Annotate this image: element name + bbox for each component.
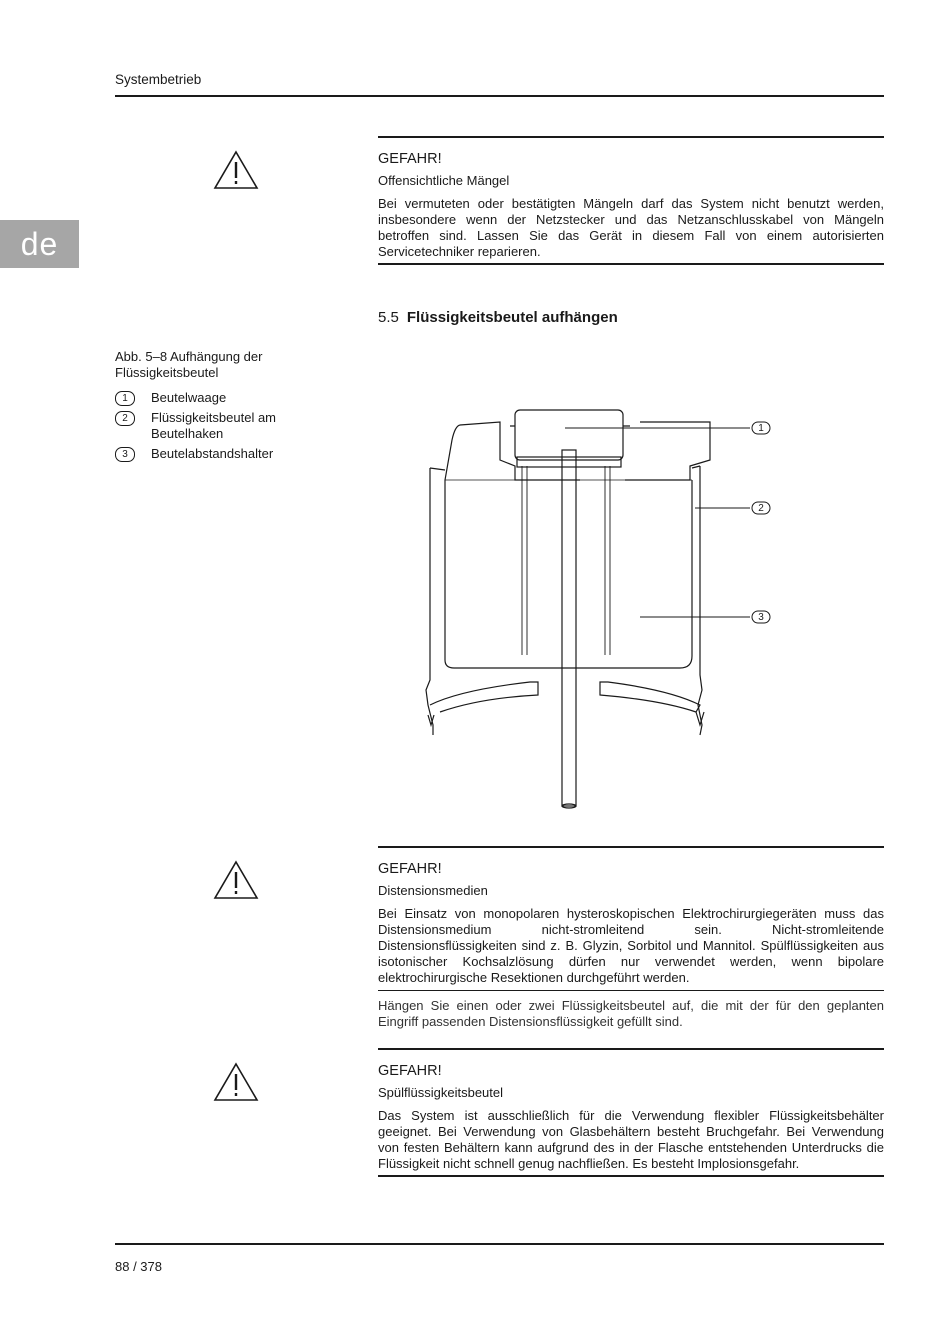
- legend-item: [115, 390, 365, 406]
- warning-bottom-rule: [378, 263, 884, 265]
- instruction-text: Hängen Sie einen oder zwei Flüssigkeitsbeutel auf, die mit der für den geplanten Eingriff passenden Distensionsflüssigkeit gefüllt sind.: [378, 998, 884, 1029]
- legend-item: [115, 410, 365, 442]
- legend-label: Beutelabstandshalter: [151, 446, 274, 461]
- warning-subtitle: Distensionsmedien: [378, 883, 488, 898]
- warning-body: Das System ist ausschließlich für die Verwendung flexibler Flüssigkeitsbehälter geeignet. Bei Verwendung von Glasbehältern besteht Bruchgefahr. Bei Verwendung von festen Behältern kann aufgrund des in der Flasche entstehenden Unterdrucks die Flüssigkeit nicht schnell genug nachfließen. Es besteht Implosionsgefahr.: [378, 1108, 884, 1171]
- legend-item: [115, 446, 365, 462]
- bag-hanger-illustration: [400, 400, 800, 812]
- warning-box: [378, 137, 884, 260]
- warning-bottom-rule: [378, 1175, 884, 1177]
- page-number: 88 / 378: [115, 1259, 162, 1274]
- callout-3-label: 3: [758, 612, 764, 623]
- section-title: Flüssigkeitsbeutel aufhängen: [406, 309, 618, 326]
- warning-icon: [213, 150, 259, 190]
- figure-caption: Abb. 5–8 Aufhängung der Flüssigkeitsbeutel: [115, 349, 263, 380]
- warning-title: GEFAHR!: [378, 861, 442, 877]
- legend-number: 2: [115, 411, 135, 426]
- section-heading: [378, 309, 618, 326]
- warning-box: [378, 847, 884, 986]
- callout-1-label: 1: [758, 423, 764, 434]
- legend-number: 3: [115, 447, 135, 462]
- warning-title: GEFAHR!: [378, 1063, 442, 1079]
- warning-icon: [213, 860, 259, 900]
- running-header: Systembetrieb: [115, 72, 202, 87]
- callout-2-label: 2: [758, 503, 764, 514]
- warning-subtitle: Spülflüssigkeitsbeutel: [378, 1085, 504, 1100]
- warning-body: Bei Einsatz von monopolaren hysteroskopischen Elektrochirurgiegeräten muss das Distensionsmedium nicht-stromleitend sein. Nicht-stromleitende Distensionsflüssigkeiten sind z. B. Glyzin, Sorbitol und Mannitol. Spülflüssigkeiten aus isotonischer Kochsalzlösung dürfen nur verwendet werden, wenn bipolare elektrochirurgische Resektionen durchgeführt werden.: [378, 906, 884, 985]
- warning-body: Bei vermuteten oder bestätigten Mängeln darf das System nicht benutzt werden, insbesondere wenn der Netzstecker und das Netzanschlusskabel von Mängeln betroffen sind. Lassen Sie das Gerät in diesem Fall von einem autorisierten Servicetechniker reparieren.: [378, 196, 884, 259]
- warning-box: [378, 1049, 884, 1172]
- header-rule: [115, 95, 884, 97]
- language-tab: de: [0, 220, 79, 268]
- legend-label: Flüssigkeitsbeutel am Beutelhaken: [151, 410, 276, 441]
- legend-number: 1: [115, 391, 135, 406]
- legend-label: Beutelwaage: [151, 390, 227, 405]
- warning-title: GEFAHR!: [378, 151, 442, 167]
- section-number: 5.5: [378, 309, 399, 326]
- warning-subtitle: Offensichtliche Mängel: [378, 173, 510, 188]
- warning-bottom-rule: [378, 990, 884, 991]
- footer-rule: [115, 1243, 884, 1245]
- figure-legend: [115, 390, 365, 466]
- warning-icon: [213, 1062, 259, 1102]
